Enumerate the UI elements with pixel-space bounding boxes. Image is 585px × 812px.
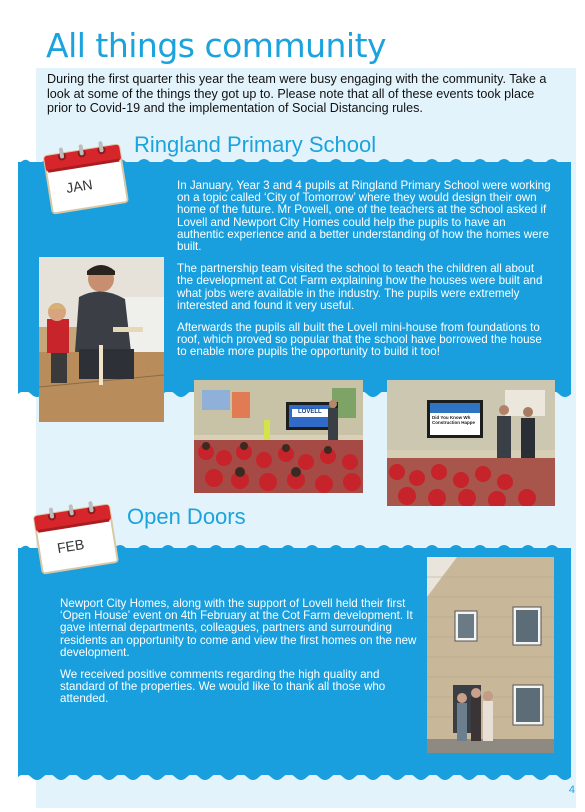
- section1-body: [177, 180, 552, 369]
- section1-paragraph-1: In January, Year 3 and 4 pupils at Ringland Primary School were working on a topic called ‘City of Tomorrow’ where they would design their own home of the future. Mr Powell, one of the teachers at the school asked if Lovell and Newport City Homes could help the pupils to have an authentic experience and a better understanding of how the homes were built.: [177, 179, 551, 254]
- photo-classroom-presentation: [194, 380, 363, 493]
- section1-paragraph-2: The partnership team visited the school to teach the children all about the development at Cot Farm explaining how the houses were built and what jobs were available in the industry. The pupils were extremely interested and found it very useful.: [177, 262, 543, 312]
- section-heading-ringland: Ringland Primary School: [134, 132, 377, 157]
- photo-classroom-speakers: [387, 380, 555, 506]
- calendar-month-feb: FEB: [55, 535, 86, 557]
- page-title: All things community: [46, 26, 387, 65]
- band2-bottom-edge: [18, 773, 571, 783]
- photo-board-text: Did You Know Wh Construction Happe: [432, 415, 476, 425]
- page-number: 4: [568, 784, 575, 796]
- section2-paragraph-2: We received positive comments regarding the high quality and standard of the properties. We would like to thank all those who attended.: [60, 668, 386, 706]
- section2-paragraph-1: Newport City Homes, along with the support of Lovell held their first ‘Open House’ event on 4th February at the Cot Farm development. It gave internal departments, colleagues, partners and surrounding residents an opportunity to come and view the first homes on the new development.: [60, 597, 417, 659]
- section-heading-open-doors: Open Doors: [127, 504, 246, 529]
- intro-text: During the first quarter this year the team were busy engaging with the community. Take a look at some of the things they got up to. Please note that all of these events took place prior to Covid-19 and the implementation of Social Distancing rules.: [47, 72, 547, 116]
- photo-screen-text: LOVELL: [298, 409, 322, 415]
- section1-paragraph-3: Afterwards the pupils all built the Lovell mini-house from foundations to roof, which proved so popular that the school have borrowed the house to enable more pupils the opportunity to build it too!: [177, 321, 542, 359]
- photo-mini-house-building: [39, 257, 164, 422]
- photo-open-house-building: [427, 557, 554, 753]
- calendar-month-jan: JAN: [64, 176, 94, 196]
- section2-body: [60, 598, 424, 716]
